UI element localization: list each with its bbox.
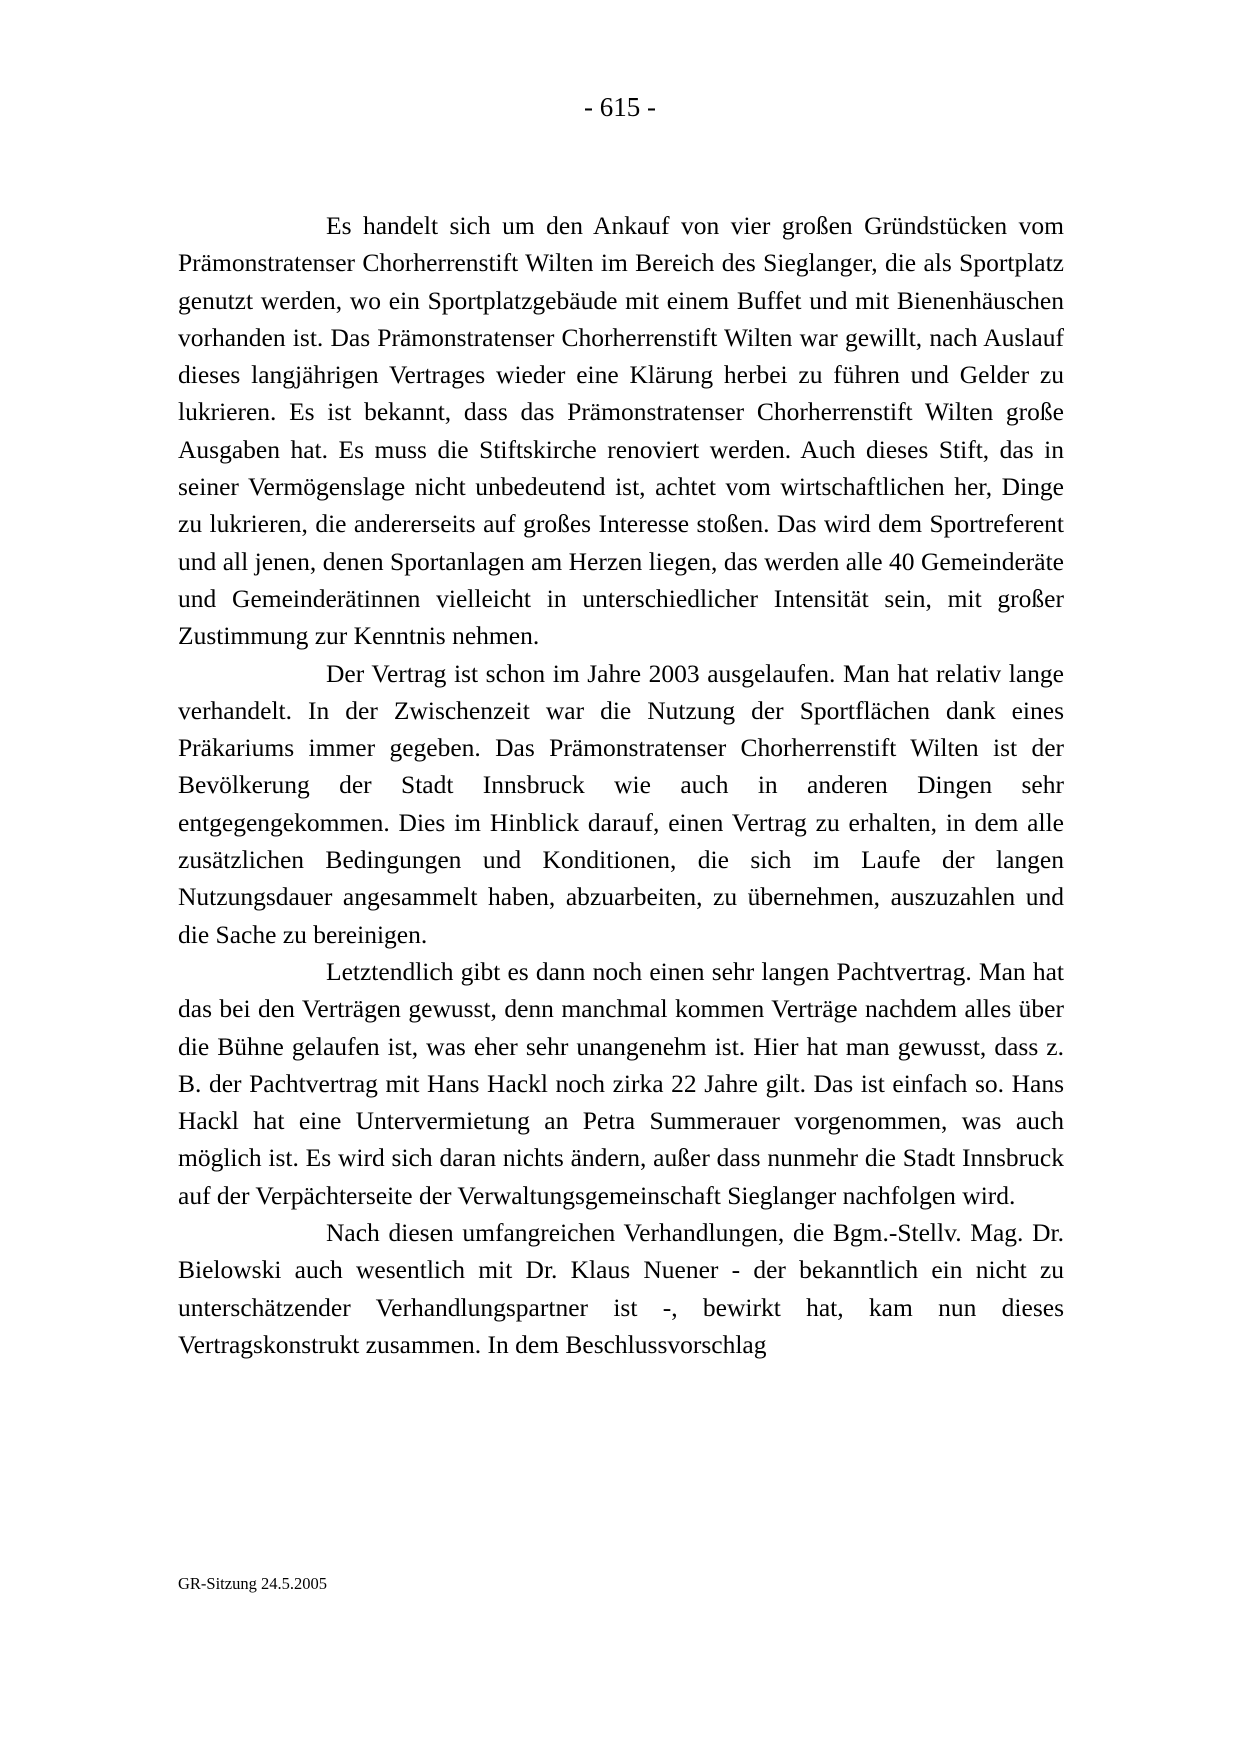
paragraph: Letztendlich gibt es dann noch einen sehr langen Pachtvertrag. Man hat das bei den Verträgen gewusst, denn manchmal kommen Verträge nachdem alles über die Bühne gelaufen ist, was eher sehr unangenehm ist. Hier hat man gewusst, dass z. B. der Pachtvertrag mit Hans Hackl noch zirka 22 Jahre gilt. Das ist einfach so. Hans Hackl hat eine Untervermietung an Petra Summerauer vorgenommen, was auch möglich ist. Es wird sich daran nichts ändern, außer dass nunmehr die Stadt Innsbruck auf der Verpächterseite der Verwaltungsgemeinschaft Sieglanger nachfolgen wird.: [178, 956, 1064, 1210]
paragraph: Nach diesen umfangreichen Verhandlungen, die Bgm.-Stellv. Mag. Dr. Bielowski auch wesentlich mit Dr. Klaus Nuener - der bekanntlich ein nicht zu unterschätzender Verhandlungspartner ist -, bewirkt hat, kam nun dieses Vertragskonstrukt zusammen. In dem Beschlussvorschlag: [178, 1218, 1064, 1359]
footer-session-label: GR-Sitzung 24.5.2005: [178, 1574, 327, 1593]
paragraph: Es handelt sich um den Ankauf von vier großen Gründstücken vom Prämonstratenser Chorherrenstift Wilten im Bereich des Sieglanger, die als Sportplatz genutzt werden, wo ein Sportplatzgebäude mit einem Buffet und mit Bienenhäuschen vorhanden ist. Das Prämonstratenser Chorherrenstift Wilten war gewillt, nach Auslauf dieses langjährigen Vertrages wieder eine Klärung herbei zu führen und Gelder zu lukrieren. Es ist bekannt, dass das Prämonstratenser Chorherrenstift Wilten große Ausgaben hat. Es muss die Stiftskirche renoviert werden. Auch dieses Stift, das in seiner Vermögenslage nicht unbedeutend ist, achtet vom wirtschaftlichen her, Dinge zu lukrieren, die andererseits auf großes Interesse stoßen. Das wird dem Sportreferent und all jenen, denen Sportanlagen am Herzen liegen, das werden alle 40 Gemeinderäte und Gemeinderätinnen vielleicht in unterschiedlicher Intensität sein, mit großer Zustimmung zur Kenntnis nehmen.: [178, 211, 1064, 651]
body-text: [178, 207, 1064, 1363]
page-number: - 615 -: [584, 92, 656, 122]
paragraph: Der Vertrag ist schon im Jahre 2003 ausgelaufen. Man hat relativ lange verhandelt. In der Zwischenzeit war die Nutzung der Sportflächen dank eines Präkariums immer gegeben. Das Prämonstratenser Chorherrenstift Wilten ist der Bevölkerung der Stadt Innsbruck wie auch in anderen Dingen sehr entgegengekommen. Dies im Hinblick darauf, einen Vertrag zu erhalten, in dem alle zusätzlichen Bedingungen und Konditionen, die sich im Laufe der langen Nutzungsdauer angesammelt haben, abzuarbeiten, zu übernehmen, auszuzahlen und die Sache zu bereinigen.: [178, 658, 1064, 949]
